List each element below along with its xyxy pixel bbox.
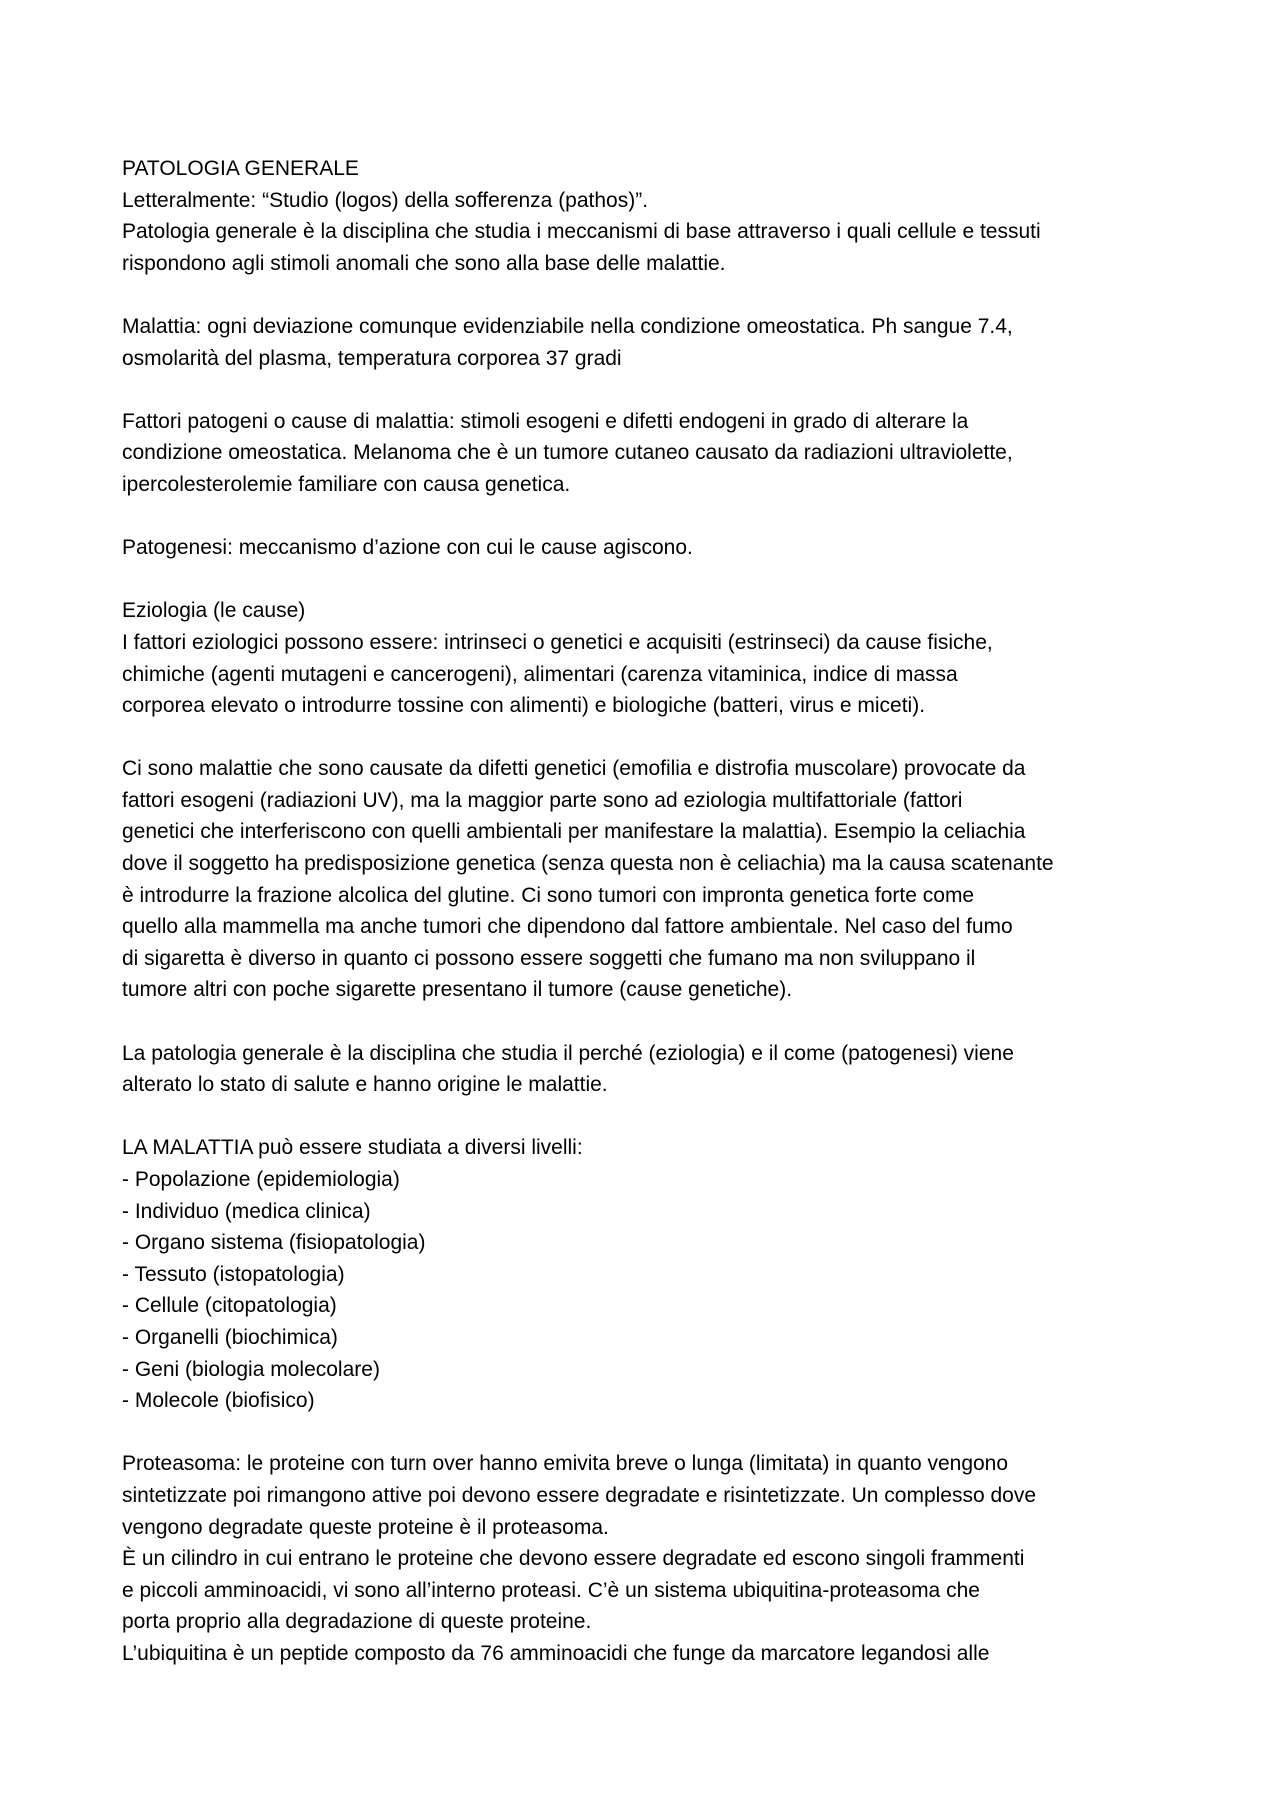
list-item: - Organo sistema (fisiopatologia) <box>122 1231 426 1255</box>
document-body <box>122 153 1182 1701</box>
paragraph-line: e piccoli amminoacidi, vi sono all’interno proteasi. C’è un sistema ubiquitina-proteasoma che <box>122 1578 980 1602</box>
paragraph-line: quello alla mammella ma anche tumori che dipendono dal fattore ambientale. Nel caso del fumo <box>122 915 1013 939</box>
paragraph-line: È un cilindro in cui entrano le proteine che devono essere degradate ed escono singoli frammenti <box>122 1547 1025 1571</box>
intro-line: rispondono agli stimoli anomali che sono alla base delle malattie. <box>122 251 726 275</box>
paragraph-line: Proteasoma: le proteine con turn over hanno emivita breve o lunga (limitata) in quanto vengono <box>122 1452 1009 1476</box>
paragraph-line: Patogenesi: meccanismo d’azione con cui le cause agiscono. <box>122 536 693 560</box>
fattori-paragraph <box>122 406 1182 501</box>
paragraph-line: La patologia generale è la disciplina che studia il perché (eziologia) e il come (patogenesi) viene <box>122 1041 1014 1065</box>
paragraph-line: I fattori eziologici possono essere: intrinseci o genetici e acquisiti (estrinseci) da cause fisiche, <box>122 630 993 654</box>
list-item: - Popolazione (epidemiologia) <box>122 1168 400 1191</box>
paragraph-line: osmolarità del plasma, temperatura corporea 37 gradi <box>122 346 622 370</box>
list-item: - Molecole (biofisico) <box>122 1389 315 1413</box>
list-item: - Geni (biologia molecolare) <box>122 1357 380 1381</box>
paragraph-line: sintetizzate poi rimangono attive poi devono essere degradate e risintetizzate. Un complesso dove <box>122 1483 1037 1507</box>
list-item: - Cellule (citopatologia) <box>122 1294 337 1318</box>
paragraph-line: Malattia: ogni deviazione comunque evidenziabile nella condizione omeostatica. Ph sangue 7.4, <box>122 314 1013 338</box>
eziologia-paragraph <box>122 595 1182 721</box>
intro-line: Letteralmente: “Studio (logos) della sofferenza (pathos)”. <box>122 188 649 212</box>
paragraph-line: dove il soggetto ha predisposizione genetica (senza questa non è celiachia) ma la causa scatenante <box>122 852 1054 876</box>
malattia-paragraph <box>122 311 1182 374</box>
paragraph-line: di sigaretta è diverso in quanto ci possono essere soggetti che fumano ma non sviluppano il <box>122 946 976 970</box>
intro-section <box>122 153 1182 279</box>
document-title: PATOLOGIA GENERALE <box>122 157 359 180</box>
paragraph-line: ipercolesterolemie familiare con causa genetica. <box>122 472 571 496</box>
paragraph-line: Ci sono malattie che sono causate da difetti genetici (emofilia e distrofia muscolare) provocate da <box>122 757 1026 781</box>
list-item: - Tessuto (istopatologia) <box>122 1262 345 1286</box>
levels-list <box>122 1164 1182 1417</box>
section-heading: Eziologia (le cause) <box>122 599 306 623</box>
paragraph-line: tumore altri con poche sigarette presentano il tumore (cause genetiche). <box>122 978 793 1002</box>
malattie-genetiche-paragraph <box>122 753 1182 1006</box>
paragraph-line: chimiche (agenti mutageni e cancerogeni), alimentari (carenza vitaminica, indice di massa <box>122 662 958 686</box>
livelli-section <box>122 1132 1182 1416</box>
list-item: - Organelli (biochimica) <box>122 1325 338 1349</box>
list-item: - Individuo (medica clinica) <box>122 1199 371 1223</box>
section-heading: LA MALATTIA può essere studiata a diversi livelli: <box>122 1136 583 1160</box>
proteasoma-paragraph <box>122 1448 1182 1669</box>
definizione-paragraph <box>122 1038 1182 1101</box>
paragraph-line: alterato lo stato di salute e hanno origine le malattie. <box>122 1073 608 1097</box>
paragraph-line: è introdurre la frazione alcolica del glutine. Ci sono tumori con impronta genetica forte come <box>122 883 975 907</box>
intro-line: Patologia generale è la disciplina che studia i meccanismi di base attraverso i quali cellule e tessuti <box>122 220 1041 244</box>
patogenesi-paragraph <box>122 532 1182 564</box>
paragraph-line: vengono degradate queste proteine è il proteasoma. <box>122 1515 609 1539</box>
paragraph-line: condizione omeostatica. Melanoma che è un tumore cutaneo causato da radiazioni ultraviolette, <box>122 441 1013 465</box>
paragraph-line: fattori esogeni (radiazioni UV), ma la maggior parte sono ad eziologia multifattoriale (fattori <box>122 788 963 812</box>
paragraph-line: corporea elevato o introdurre tossine con alimenti) e biologiche (batteri, virus e miceti). <box>122 694 926 718</box>
paragraph-line: porta proprio alla degradazione di queste proteine. <box>122 1610 592 1634</box>
paragraph-line: L’ubiquitina è un peptide composto da 76 amminoacidi che funge da marcatore legandosi alle <box>122 1641 990 1665</box>
paragraph-line: genetici che interferiscono con quelli ambientali per manifestare la malattia). Esempio la celiachia <box>122 820 1026 844</box>
paragraph-line: Fattori patogeni o cause di malattia: stimoli esogeni e difetti endogeni in grado di alterare la <box>122 409 969 433</box>
